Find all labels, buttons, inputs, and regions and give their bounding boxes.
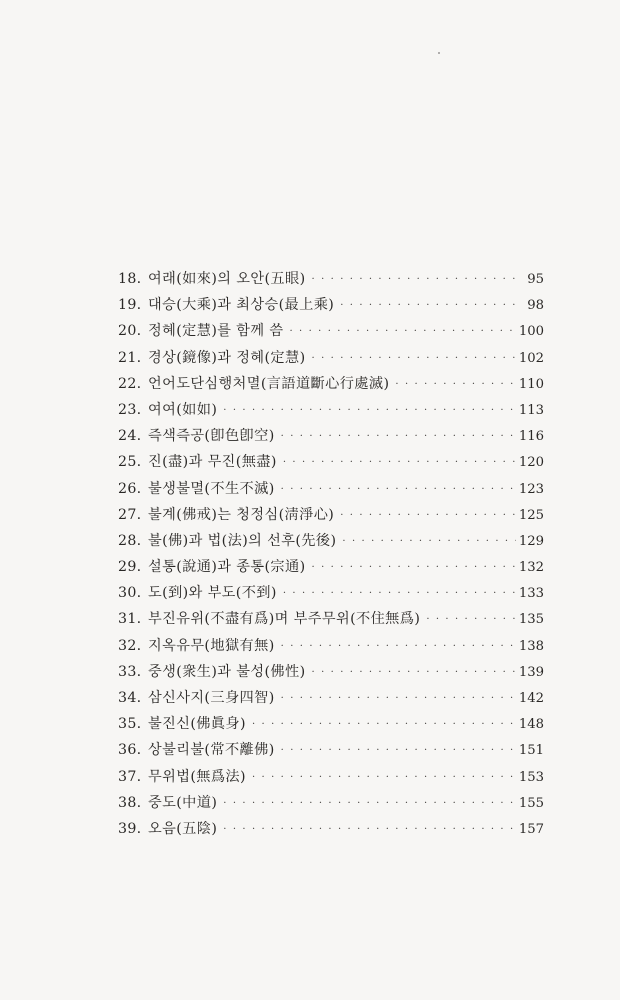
- toc-entry-page-number: 133: [518, 586, 544, 602]
- toc-entry: [118, 608, 544, 634]
- toc-entry-number: 36.: [118, 742, 142, 759]
- toc-entry-page-number: 142: [518, 691, 544, 706]
- toc-entry: [118, 373, 544, 399]
- toc-entry-page-number: 102: [518, 350, 544, 366]
- toc-entry: [118, 739, 544, 765]
- table-of-contents: [118, 268, 544, 844]
- toc-entry-number: 21.: [118, 349, 142, 366]
- toc-entry-page-number: 132: [518, 560, 544, 576]
- toc-entry-number: 20.: [118, 323, 142, 340]
- toc-entry-page-number: 155: [518, 795, 544, 811]
- toc-entry: [118, 661, 544, 687]
- toc-entry-title: 중도(中道): [148, 794, 218, 811]
- toc-entry-page-number: 110: [518, 376, 544, 392]
- toc-entry-title: 불계(佛戒)는 청정심(淸淨心): [148, 506, 335, 523]
- toc-entry-number: 31.: [118, 611, 142, 628]
- dot-leader: [223, 798, 516, 809]
- toc-entry-title: 삼신사지(三身四智): [148, 690, 275, 706]
- toc-entry: [118, 713, 544, 739]
- toc-entry: [118, 268, 544, 294]
- toc-entry-page-number: 123: [518, 481, 544, 497]
- dot-leader: [312, 562, 516, 573]
- dot-leader: [312, 353, 516, 364]
- toc-entry: [118, 478, 544, 504]
- toc-entry-title: 무위법(無爲法): [148, 768, 246, 785]
- toc-entry-page-number: 139: [518, 664, 544, 680]
- dot-leader: [312, 667, 516, 678]
- toc-entry-page-number: 153: [518, 769, 544, 785]
- toc-entry-page-number: 120: [518, 455, 544, 471]
- dot-leader: [283, 588, 516, 599]
- toc-entry-page-number: 100: [518, 324, 544, 340]
- toc-entry-number: 38.: [118, 794, 142, 811]
- toc-entry: [118, 766, 544, 792]
- dot-leader: [283, 457, 516, 468]
- toc-entry-number: 35.: [118, 716, 142, 733]
- toc-entry-title: 오음(五陰): [148, 820, 218, 837]
- toc-entry-page-number: 135: [518, 612, 544, 628]
- dot-leader: [281, 431, 516, 442]
- toc-entry-title: 불진신(佛眞身): [148, 716, 246, 733]
- dot-leader: [312, 274, 519, 285]
- toc-entry-title: 중생(衆生)과 불성(佛性): [148, 663, 306, 680]
- dot-leader: [223, 405, 516, 416]
- toc-entry-number: 39.: [118, 820, 142, 837]
- toc-entry: [118, 320, 544, 346]
- paper-speck: [438, 52, 440, 54]
- toc-entry: [118, 504, 544, 530]
- toc-entry-title: 설통(說通)과 종통(宗通): [148, 559, 306, 576]
- toc-entry-page-number: 148: [518, 717, 544, 733]
- toc-entry-title: 불생불멸(不生不滅): [148, 480, 275, 497]
- toc-entry-number: 19.: [118, 297, 142, 314]
- dot-leader: [426, 614, 516, 625]
- toc-entry-number: 32.: [118, 637, 142, 654]
- toc-entry-number: 33.: [118, 663, 142, 680]
- dot-leader: [340, 510, 516, 521]
- toc-entry: [118, 635, 544, 661]
- toc-entry-title: 상불리불(常不離佛): [148, 742, 275, 759]
- toc-entry-title: 여여(如如): [148, 401, 218, 418]
- toc-entry: [118, 792, 544, 818]
- toc-entry: [118, 687, 544, 713]
- toc-entry-number: 22.: [118, 375, 142, 392]
- dot-leader: [290, 326, 516, 337]
- toc-entry-page-number: 157: [518, 821, 544, 837]
- toc-entry-number: 18.: [118, 271, 142, 287]
- toc-entry-title: 진(盡)과 무진(無盡): [148, 454, 277, 471]
- toc-entry-number: 30.: [118, 585, 142, 602]
- toc-entry: [118, 556, 544, 582]
- toc-entry: [118, 530, 544, 556]
- toc-entry-number: 34.: [118, 690, 142, 706]
- toc-entry-number: 24.: [118, 428, 142, 445]
- toc-entry-page-number: 98: [527, 298, 544, 314]
- dot-leader: [223, 824, 516, 835]
- toc-entry-page-number: 138: [518, 638, 544, 654]
- toc-entry-number: 25.: [118, 454, 142, 471]
- toc-entry-title: 정혜(定慧)를 함께 씀: [148, 323, 284, 340]
- toc-entry-title: 대승(大乘)과 최상승(最上乘): [148, 297, 335, 314]
- dot-leader: [281, 693, 516, 704]
- toc-entry: [118, 399, 544, 425]
- toc-entry-title: 부진유위(不盡有爲)며 부주무위(不住無爲): [148, 611, 421, 628]
- dot-leader: [342, 536, 515, 547]
- dot-leader: [252, 719, 516, 730]
- toc-entry: [118, 294, 544, 320]
- toc-entry-page-number: 95: [527, 272, 544, 287]
- toc-entry: [118, 818, 544, 844]
- toc-entry-number: 37.: [118, 768, 142, 785]
- toc-entry-number: 26.: [118, 480, 142, 497]
- toc-entry-number: 23.: [118, 401, 142, 418]
- dot-leader: [281, 484, 516, 495]
- toc-entry: [118, 347, 544, 373]
- dot-leader: [252, 772, 516, 783]
- toc-entry-page-number: 113: [518, 402, 544, 418]
- toc-entry-page-number: 151: [518, 743, 544, 759]
- toc-entry: [118, 425, 544, 451]
- toc-entry: [118, 582, 544, 608]
- dot-leader: [281, 745, 516, 756]
- dot-leader: [395, 379, 515, 390]
- dot-leader: [340, 300, 519, 311]
- toc-entry-title: 경상(鏡像)과 정혜(定慧): [148, 349, 306, 366]
- toc-entry-title: 언어도단심행처멸(言語道斷心行處滅): [148, 375, 390, 392]
- toc-entry: [118, 451, 544, 477]
- toc-entry-title: 불(佛)과 법(法)의 선후(先後): [148, 532, 337, 549]
- toc-entry-page-number: 116: [518, 429, 544, 445]
- toc-entry-title: 즉색즉공(卽色卽空): [148, 428, 275, 445]
- toc-entry-page-number: 125: [518, 507, 544, 523]
- toc-entry-page-number: 129: [518, 533, 544, 549]
- toc-entry-number: 29.: [118, 559, 142, 576]
- toc-entry-title: 도(到)와 부도(不到): [148, 585, 277, 602]
- dot-leader: [281, 641, 516, 652]
- toc-entry-title: 여래(如來)의 오안(五眼): [148, 271, 306, 287]
- toc-entry-title: 지옥유무(地獄有無): [148, 637, 275, 654]
- toc-entry-number: 27.: [118, 506, 142, 523]
- toc-entry-number: 28.: [118, 532, 142, 549]
